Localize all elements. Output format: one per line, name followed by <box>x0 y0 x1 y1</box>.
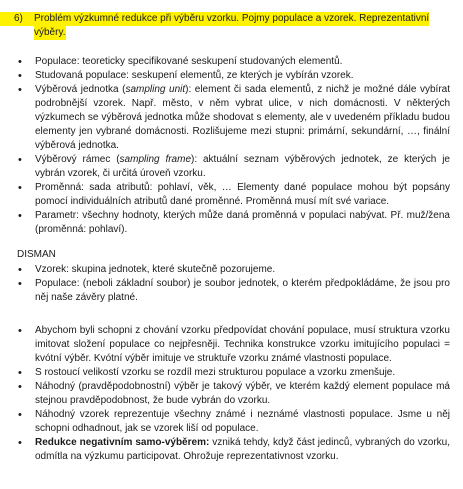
list-item-term: sampling frame <box>119 154 191 165</box>
list-item <box>0 69 456 83</box>
section-label: DISMAN <box>17 249 56 260</box>
list-item <box>0 209 456 237</box>
list-item-text: ): aktuální seznam výběrových jednotek, ze kterých je vybrán vzorek, či určitá úroveň vzorku. <box>35 154 450 179</box>
list-item <box>0 277 456 305</box>
list-item <box>0 366 456 380</box>
list-item <box>0 380 456 408</box>
list-item-text: Náhodný vzorek reprezentuje všechny známé i neznámé vlastnosti populace. Jsme u něj schopni odhadnout, jak se vzorek liší od populace. <box>35 409 450 434</box>
heading-line-2: výběry. <box>34 27 66 38</box>
list-item-text: S rostoucí velikostí vzorku se rozdíl mezi strukturou populace a vzorku zmenšuje. <box>35 367 396 378</box>
heading-number: 6) <box>0 12 48 26</box>
list-item-text: Výběrový rámec ( <box>35 154 120 165</box>
list-item-text: Populace: (neboli základní soubor) je soubor jednotek, o kterém předpokládáme, že jsou pro něj naše závěry platné. <box>35 278 450 303</box>
list-item-text: Výběrová jednotka ( <box>35 84 126 95</box>
list-item-text: Studovaná populace: seskupení elementů, ze kterých je vybírán vzorek. <box>35 70 354 81</box>
list-item <box>0 263 456 277</box>
definitions-list <box>0 55 456 237</box>
list-item-term: Redukce negativním samo-výběrem: <box>35 437 210 448</box>
section-heading <box>0 12 456 42</box>
list-item <box>0 83 456 153</box>
list-item <box>0 408 456 436</box>
list-item-text: Vzorek: skupina jednotek, které skutečně pozorujeme. <box>35 264 276 275</box>
list-item <box>0 181 456 209</box>
list-item-text: Proměnná: sada atributů: pohlaví, věk, … Elementy dané populace mohou být popsány pomocí individuálních atributů dané proměnné. Proměnná musí mít své variace. <box>35 182 450 207</box>
list-item-text: Abychom byli schopni z chování vzorku předpovídat chování populace, musí struktura vzorku imitovat složení populace co nejpřesněji. Technika konstrukce vzorku imitujícího populaci = kvótní výběr. Kvótní výběr imituje ve struktuře vzorku známé vlastnosti populace. <box>35 325 450 364</box>
list-item-text: Parametr: všechny hodnoty, kterých může daná proměnná v populaci nabývat. Př. muž/žena (proměnná: pohlaví). <box>35 210 450 235</box>
list-item <box>0 436 456 464</box>
list-item-text: vzniká tehdy, když část jedinců, vybraných do vzorku, odmítla na výzkumu participovat. Ohrožuje reprezentativnost vzorku. <box>35 437 451 462</box>
list-item-text: Náhodný (pravděpodobnostní) výběr je takový výběr, ve kterém každý element populace má stejnou pravděpodobnost, že bude vybrán do vzorku. <box>35 381 450 406</box>
list-item-text: Populace: teoreticky specifikované seskupení studovaných elementů. <box>35 56 343 67</box>
list-item <box>0 153 456 181</box>
disman-list <box>0 263 456 305</box>
notes-list <box>0 324 456 464</box>
list-item-text: ): element či sada elementů, z nichž je možné dále vybírat podrobnější vzorek. Např. město, v něm vybrat ulice, v nich domácnosti. V některých výzkumech se výběrová jednotka může shodovat s elementy, ale v uvedeném příkladu budou elementy jen vybrané domácnosti. Rozlišujeme mezi stupni: primární, sekundární, …, finální výběrová jednotka. <box>35 84 451 151</box>
heading-line-1: Problém výzkumné redukce při výběru vzorku. Pojmy populace a vzorek. Reprezentativní <box>34 13 430 24</box>
list-item-term: sampling unit <box>125 84 186 95</box>
list-item <box>0 55 456 69</box>
list-item <box>0 324 456 366</box>
